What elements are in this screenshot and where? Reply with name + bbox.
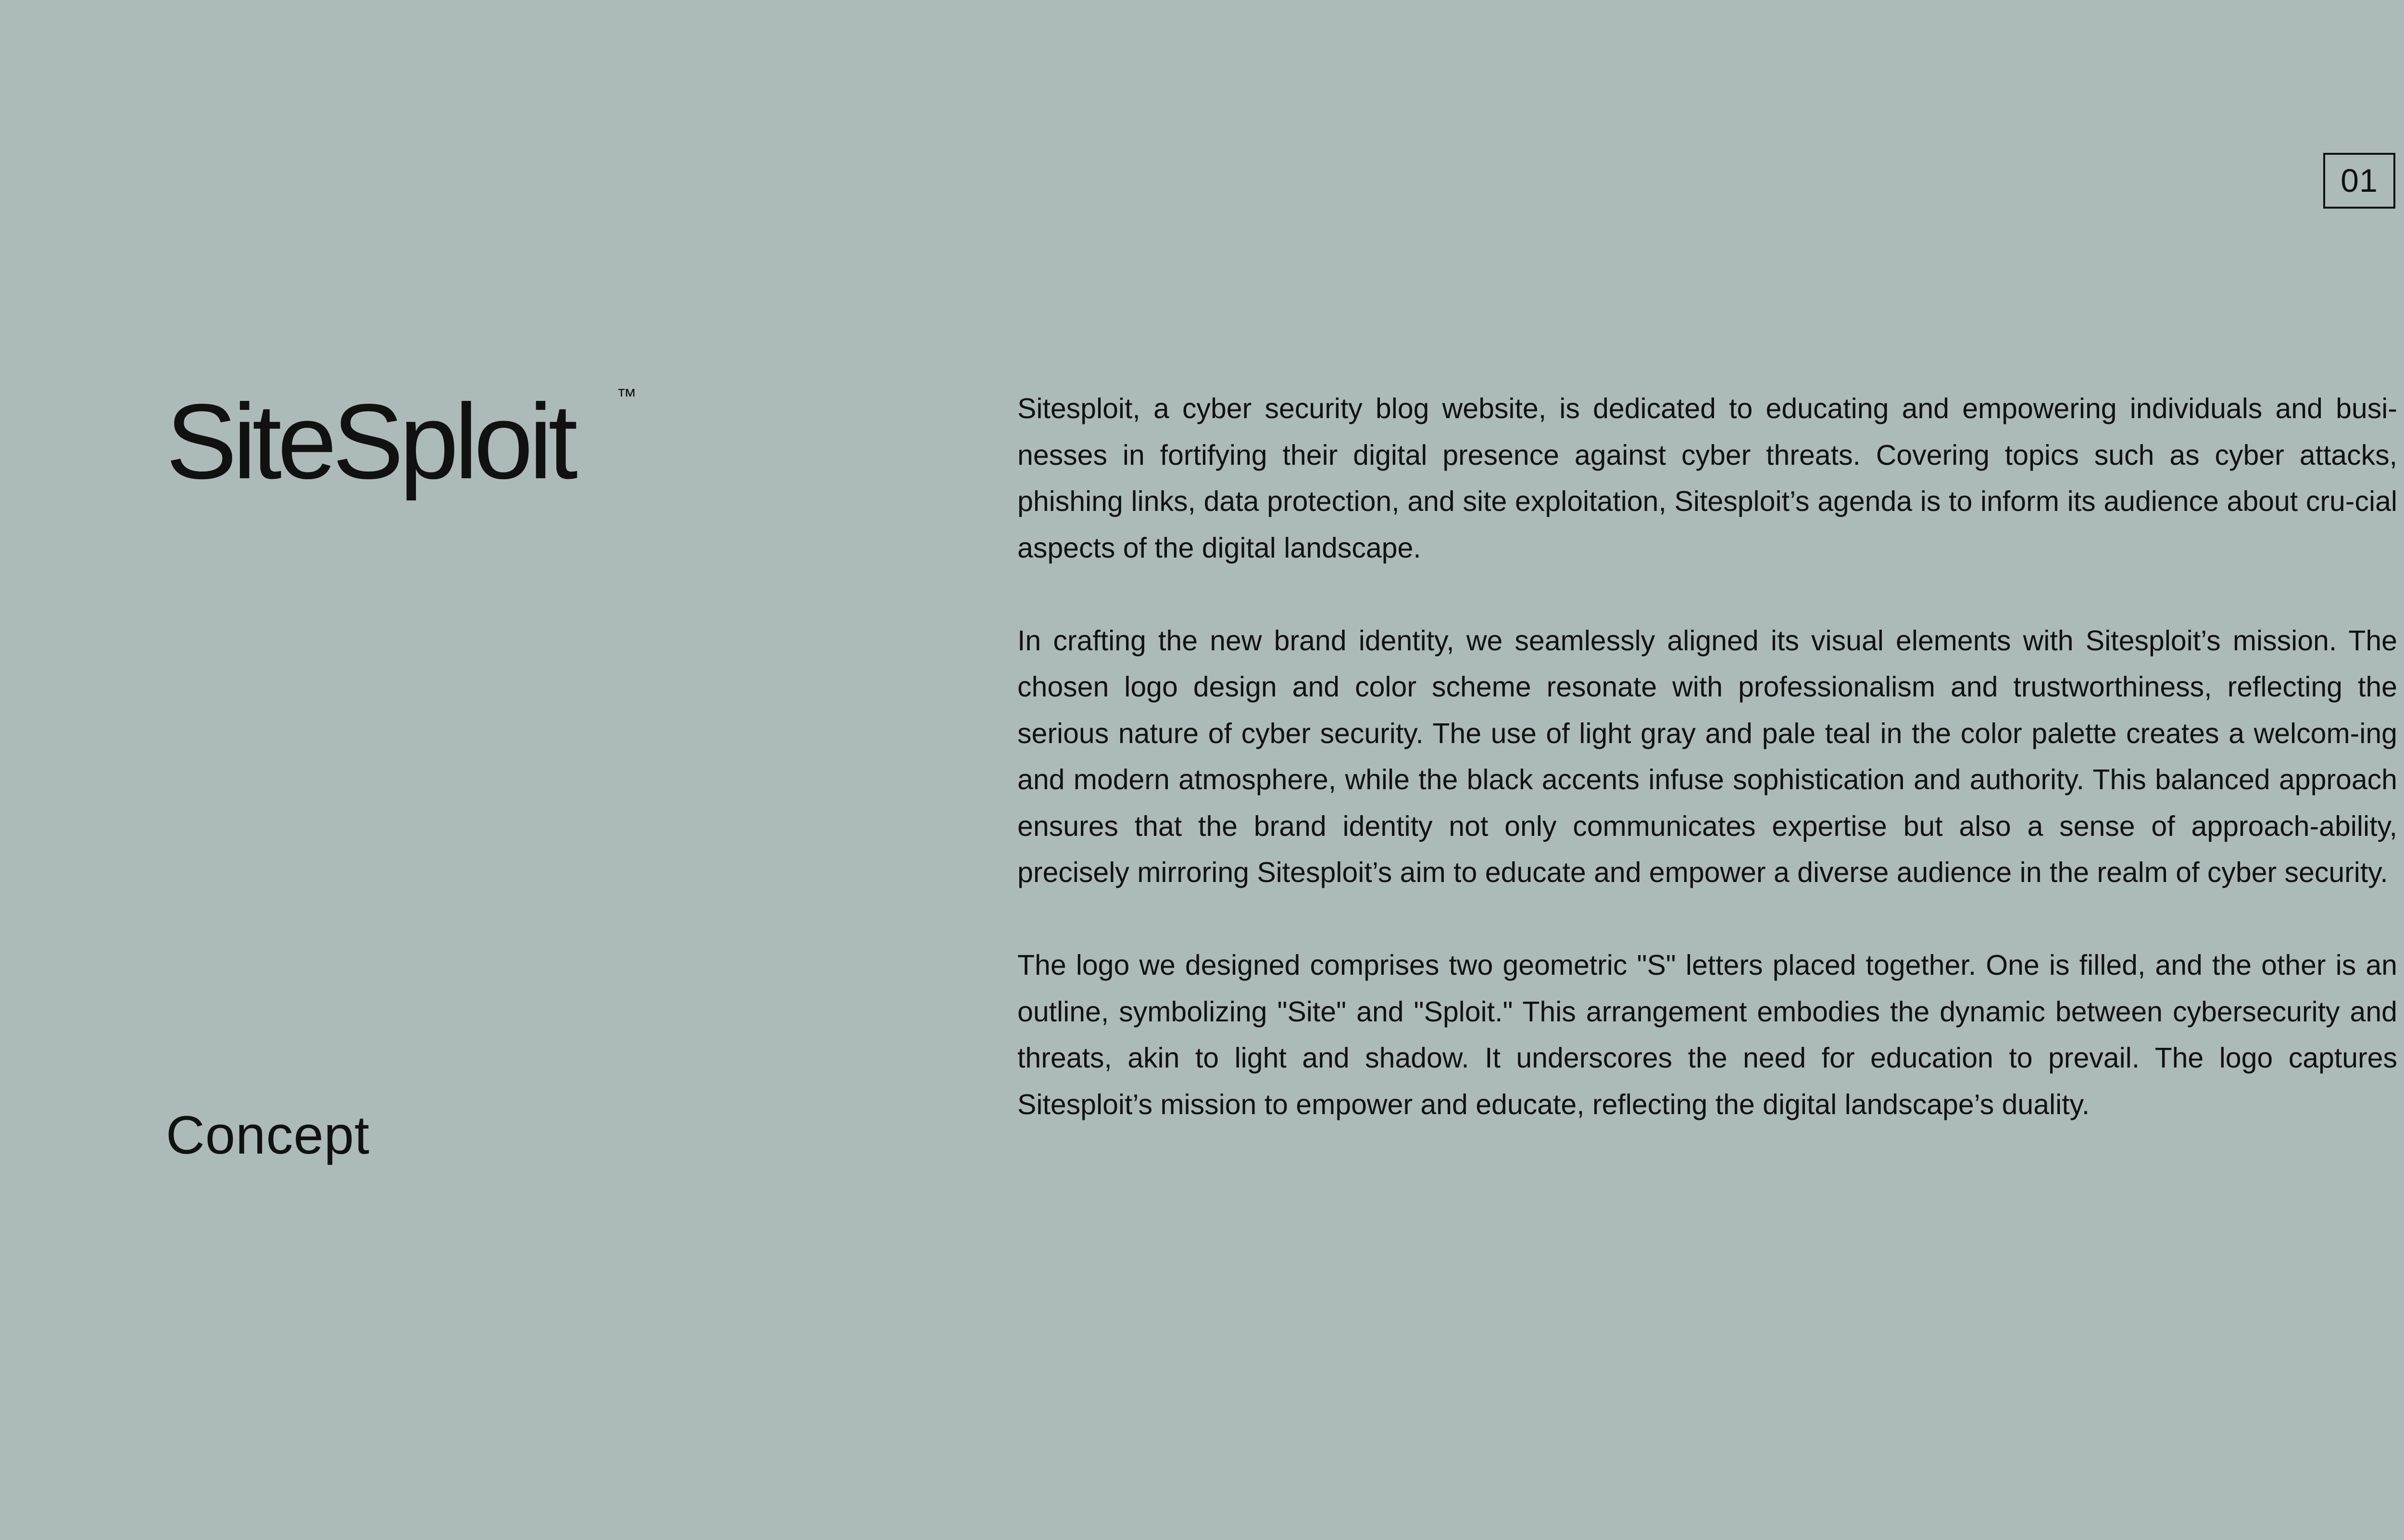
paragraph-logo-meaning: The logo we designed comprises two geometric "S" letters placed together. One is filled, and the other is an outline, symbolizing "Site" and "Sploit." This arrangement embodies the dynamic between cybersecurity and threats, akin to light and shadow. It underscores the need for education to prevail. The logo captures Sitesploit’s mission to empower and educate, reflecting the digital landscape’s duality.	[1017, 949, 2397, 1120]
sitesploit-wordmark-icon	[166, 380, 647, 505]
trademark-symbol: ™	[616, 385, 637, 407]
paragraph-brand-identity: In crafting the new brand identity, we seamlessly aligned its visual elements with Sitesploit’s mission. The chosen logo design and color scheme resonate with professionalism and trustworthiness, reflecting the serious nature of cyber security. The use of light gray and pale teal in the color palette creates a welcom-ing and modern atmosphere, while the black accents infuse sophistication and authority. This balanced approach ensures that the brand identity not only communicates expertise but also a sense of approach-ability, precisely mirroring Sitesploit’s aim to educate and empower a diverse audience in the realm of cyber security.	[1017, 624, 2397, 888]
logo-wordmark: SiteSploit	[166, 382, 574, 501]
section-title: Concept	[166, 1105, 370, 1165]
sitesploit-logo	[166, 380, 647, 505]
paragraph-intro: Sitesploit, a cyber security blog website, is dedicated to educating and empowering individuals and busi-nesses in fortifying their digital presence against cyber threats. Covering topics such as cyber attacks, phishing links, data protection, and site exploitation, Sitesploit’s agenda is to inform its audience about cru-cial aspects of the digital landscape.	[1017, 393, 2397, 564]
concept-description	[1017, 385, 2397, 1128]
page-number-badge: 01	[2323, 153, 2395, 209]
